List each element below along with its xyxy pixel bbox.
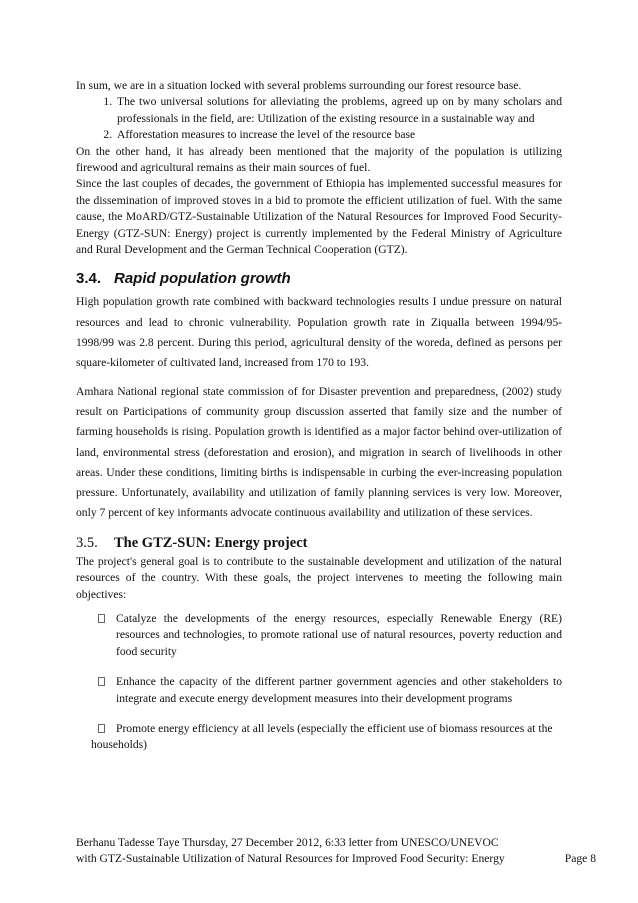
numbered-item: 2. Afforestation measures to increase the level of the resource base (115, 127, 562, 143)
objectives-list (76, 611, 562, 754)
section-heading-3-5 (76, 535, 562, 552)
project-intro-paragraph: The project's general goal is to contribute to the sustainable development and utilization of the natural resources of the country. With these goals, the project intervenes to meeting the following main objectives: (76, 554, 562, 601)
paragraph-spacer (76, 603, 562, 611)
list-item (76, 721, 562, 754)
page-content (76, 78, 562, 754)
population-paragraph-2: Amhara National regional state commission of for Disaster prevention and preparedness, (2002) study result on Participations of community group discussion asserted that family size and the number of farming households is rising. Population growth is identified as a major factor behind over-utilization of land, environmental stress (deforestation and erosion), and migration in search of livelihoods in other areas. Under these conditions, limiting births is indispensable in curbing the ever-increasing population pressure. Unfortunately, availability and utilization of family planning services is very low. Moreover, only 7 percent of key informants advocate continuous availability and utilization of these services. (76, 384, 562, 520)
footer-line-1: Berhanu Tadesse Taye Thursday, 27 December 2012, 6:33 letter from UNESCO/UNEVOC (76, 836, 499, 849)
section-title: Rapid population growth (114, 270, 291, 288)
objective-text: Promote energy efficiency at all levels (especially the efficient use of biomass resources at the households) (91, 721, 553, 752)
objective-text: Enhance the capacity of the different partner government agencies and other stakeholders to integrate and execute energy development measures into their development programs (116, 675, 562, 705)
numbered-list (76, 94, 562, 143)
bullet-box-icon (98, 677, 105, 686)
bullet-box-icon (98, 614, 105, 623)
footer-line-2: with GTZ-Sustainable Utilization of Natural Resources for Improved Food Security: Energy (76, 852, 505, 866)
list-item (76, 674, 562, 707)
intro-paragraph: In sum, we are in a situation locked with several problems surrounding our forest resource base. (76, 79, 522, 92)
page-number: Page 8 (564, 852, 596, 866)
paragraph-spacer (76, 374, 562, 382)
list-item (76, 611, 562, 660)
population-paragraph-1: High population growth rate combined with backward technologies results I undue pressure on natural resources and lead to chronic vulnerability. Population growth rate in Ziqualla between 1994/95-1998/99 was 2.8 percent. During this period, agricultural density of the woreda, defined as persons per square-kilometer of cultivated land, increased from 170 to 193. (76, 295, 562, 370)
page-footer (76, 835, 596, 868)
stoves-paragraph: Since the last couples of decades, the government of Ethiopia has implemented successful measures for the dissemination of improved stoves in a bid to promote the efficient utilization of fuel. With the same cause, the MoARD/GTZ-Sustainable Utilization of the Natural Resources for Improved Food Security-Energy (GTZ-SUN: Energy) project is currently implemented by the Federal Ministry of Agriculture and Rural Development and the German Technical Cooperation (GTZ). (76, 177, 562, 257)
objective-text: Catalyze the developments of the energy resources, especially Renewable Energy (RE) resources and technologies, to promote rational use of natural resources, poverty reduction and food security (116, 611, 562, 658)
numbered-item: 1. The two universal solutions for alleviating the problems, agreed up on by many scholars and professionals in the field, are: Utilization of the existing resource in a sustainable way and (115, 94, 562, 127)
bullet-box-icon (98, 724, 105, 733)
section-heading-3-4 (76, 270, 562, 287)
section-number: 3.4. (76, 270, 102, 288)
footer-line-2-row (76, 851, 596, 867)
section-number: 3.5. (76, 534, 98, 551)
section-title: The GTZ-SUN: Energy project (114, 534, 308, 551)
fuel-paragraph: On the other hand, it has already been mentioned that the majority of the population is utilizing firewood and agricultural remains as their main sources of fuel. (76, 144, 562, 175)
